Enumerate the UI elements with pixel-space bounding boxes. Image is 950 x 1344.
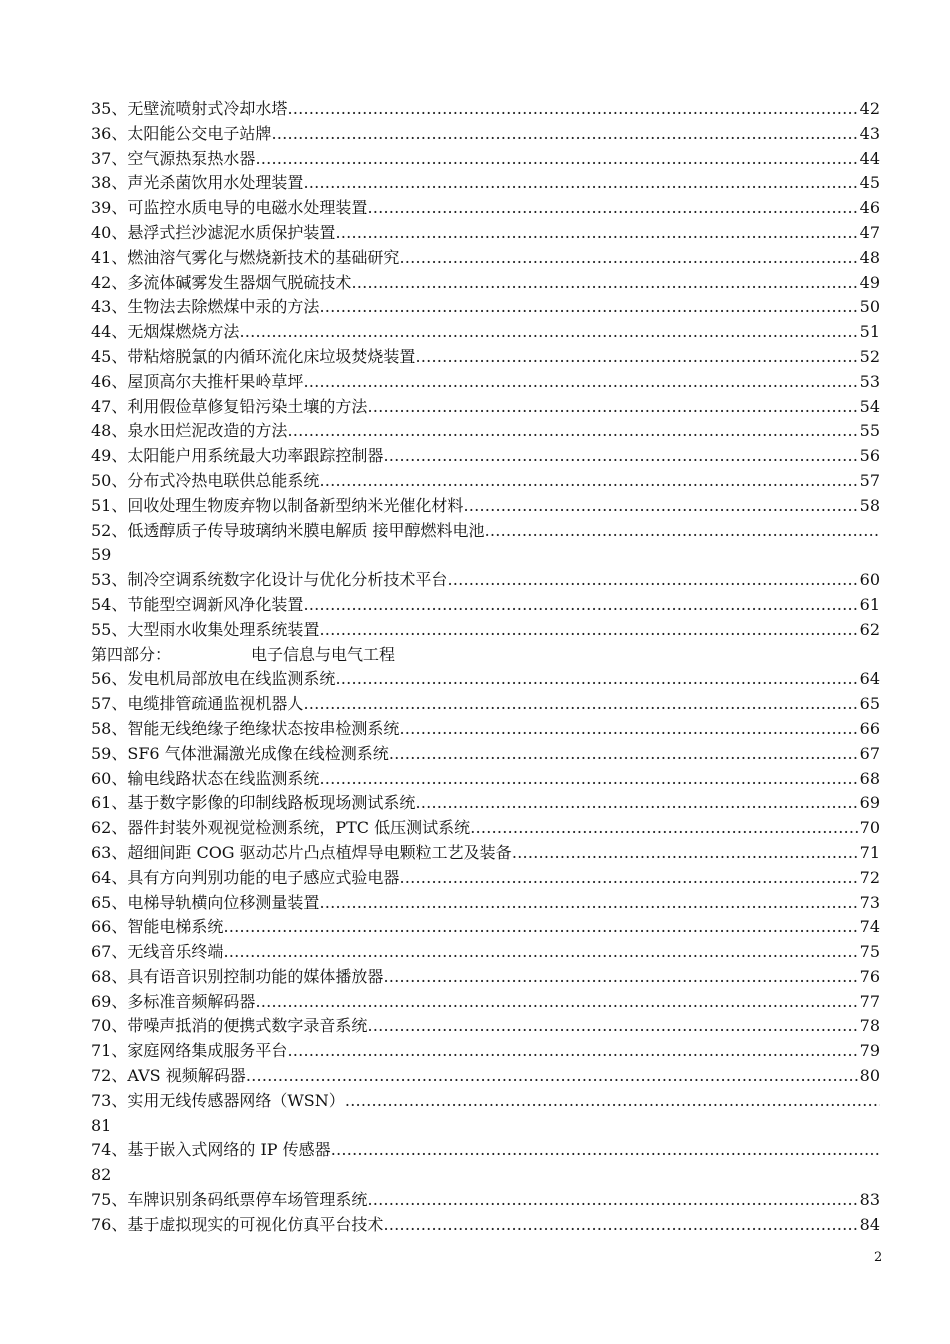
toc-entry[interactable] <box>91 1064 880 1089</box>
dot-leader <box>351 271 858 296</box>
toc-entry-page: 54 <box>859 396 880 416</box>
toc-entry[interactable] <box>91 320 880 345</box>
toc-entry-title: 55、大型雨水收集处理系统装置 <box>91 619 320 639</box>
toc-entry-page: 44 <box>859 148 880 168</box>
dot-leader <box>319 295 858 320</box>
toc-entry-title: 41、燃油溶气雾化与燃烧新技术的基础研究 <box>91 247 400 267</box>
dot-leader <box>223 940 858 965</box>
dot-leader <box>463 494 858 519</box>
dot-leader <box>415 345 858 370</box>
toc-entry-title: 35、无壁流喷射式冷却水塔 <box>91 99 288 118</box>
dot-leader <box>271 122 858 147</box>
toc-entry-title: 70、带噪声抵消的便携式数字录音系统 <box>91 1016 368 1036</box>
toc-entry-title: 42、多流体碱雾发生器烟气脱硫技术 <box>91 272 352 292</box>
toc-entry[interactable] <box>91 1213 880 1238</box>
dot-leader <box>415 791 858 816</box>
toc-entry-page: 43 <box>859 123 880 143</box>
toc-entry-title: 51、回收处理生物废弃物以制备新型纳米光催化材料 <box>91 495 464 515</box>
toc-entry[interactable] <box>91 469 880 494</box>
dot-leader <box>319 618 858 643</box>
toc-entry-page: 77 <box>859 991 880 1011</box>
toc-entry-page: 48 <box>859 247 880 267</box>
toc-entry-page: 65 <box>859 694 880 714</box>
toc-entry-title: 59、SF6 气体泄漏激光成像在线检测系统 <box>91 743 389 763</box>
dot-leader <box>399 246 858 271</box>
toc-entry-page: 78 <box>859 1016 880 1036</box>
toc-entry-page: 45 <box>859 173 880 193</box>
toc-entry-page: 46 <box>859 198 880 218</box>
toc-entry-title: 76、基于虚拟现实的可视化仿真平台技术 <box>91 1214 384 1234</box>
toc-entry-title: 65、电梯导轨横向位移测量装置 <box>91 892 320 912</box>
toc-entry-title: 44、无烟煤燃烧方法 <box>91 322 240 342</box>
dot-leader <box>367 395 858 420</box>
dot-leader <box>367 1014 858 1039</box>
toc-entry-title: 58、智能无线绝缘子绝缘状态按串检测系统 <box>91 718 400 738</box>
toc-entry-page: 80 <box>859 1066 880 1086</box>
toc-entry-title: 68、具有语音识别控制功能的媒体播放器 <box>91 966 384 986</box>
toc-entry[interactable] <box>91 816 880 841</box>
toc-entry-page: 55 <box>859 421 880 441</box>
toc-entry-page-wrapped <box>91 1114 880 1139</box>
toc-entry-page: 82 <box>91 1165 112 1185</box>
toc-entry-page: 81 <box>91 1115 112 1135</box>
toc-entry-title: 73、实用无线传感器网络（WSN） <box>91 1090 345 1110</box>
toc-entry-title: 47、利用假俭草修复铅污染土壤的方法 <box>91 396 368 416</box>
dot-leader <box>319 767 858 792</box>
toc-entry-title: 71、家庭网络集成服务平台 <box>91 1041 288 1061</box>
toc-entry-page: 74 <box>859 917 880 937</box>
toc-entry[interactable] <box>91 419 880 444</box>
toc-entry[interactable] <box>91 196 880 221</box>
toc-entry-page: 60 <box>859 570 880 590</box>
dot-leader <box>367 196 858 221</box>
dot-leader <box>287 97 858 122</box>
toc-entry-page: 59 <box>91 545 112 565</box>
dot-leader <box>399 866 858 891</box>
toc-entry-page-wrapped <box>91 543 880 568</box>
dot-leader <box>319 891 858 916</box>
toc-entry[interactable] <box>91 345 880 370</box>
toc-entry[interactable] <box>91 171 880 196</box>
toc-entry-title: 52、低透醇质子传导玻璃纳米膜电解质 接甲醇燃料电池 <box>91 520 485 540</box>
dot-leader <box>303 692 858 717</box>
dot-leader <box>447 568 858 593</box>
toc-entry-title: 38、声光杀菌饮用水处理装置 <box>91 173 304 193</box>
toc-entry[interactable] <box>91 593 880 618</box>
toc-entry[interactable] <box>91 866 880 891</box>
toc-entry-page: 52 <box>859 346 880 366</box>
toc-entry[interactable] <box>91 965 880 990</box>
dot-leader <box>331 1138 880 1163</box>
section-title: 电子信息与电气工程 <box>251 644 396 664</box>
dot-leader <box>367 1188 858 1213</box>
toc-entry-title: 53、制冷空调系统数字化设计与优化分析技术平台 <box>91 570 448 590</box>
toc-entry[interactable] <box>91 221 880 246</box>
toc-entry[interactable] <box>91 568 880 593</box>
toc-entry-page: 64 <box>859 669 880 689</box>
toc-entry-page: 69 <box>859 793 880 813</box>
toc-entry-title: 64、具有方向判别功能的电子感应式验电器 <box>91 867 400 887</box>
toc-entry[interactable] <box>91 494 880 519</box>
toc-entry-title: 61、基于数字影像的印制线路板现场测试系统 <box>91 793 416 813</box>
toc-entry[interactable] <box>91 692 880 717</box>
toc-entry[interactable] <box>91 940 880 965</box>
toc-entry-page: 50 <box>859 297 880 317</box>
toc-entry-title: 48、泉水田烂泥改造的方法 <box>91 421 288 441</box>
toc-entry[interactable] <box>91 1014 880 1039</box>
toc-entry[interactable] <box>91 717 880 742</box>
dot-leader <box>335 667 858 692</box>
toc-entry-page: 62 <box>859 619 880 639</box>
dot-leader <box>246 1064 859 1089</box>
toc-entry-title: 63、超细间距 COG 驱动芯片凸点植焊导电颗粒工艺及装备 <box>91 842 512 862</box>
dot-leader <box>239 320 858 345</box>
dot-leader <box>399 717 858 742</box>
toc-entry[interactable] <box>91 618 880 643</box>
toc-entry-page: 67 <box>859 743 880 763</box>
dot-leader <box>345 1089 880 1114</box>
dot-leader <box>484 519 880 544</box>
toc-entry-page: 49 <box>859 272 880 292</box>
toc-entry[interactable] <box>91 271 880 296</box>
toc-entry[interactable] <box>91 791 880 816</box>
dot-leader <box>383 1213 858 1238</box>
toc-entry[interactable] <box>91 1188 880 1213</box>
toc-entry-page: 42 <box>859 99 880 118</box>
toc-entry-title: 75、车牌识别条码纸票停车场管理系统 <box>91 1190 368 1210</box>
dot-leader <box>303 370 858 395</box>
toc-entry-page: 57 <box>859 470 880 490</box>
table-of-contents <box>91 97 880 1238</box>
dot-leader <box>303 171 858 196</box>
toc-entry-page: 72 <box>859 867 880 887</box>
toc-entry-page: 79 <box>859 1041 880 1061</box>
toc-entry-title: 74、基于嵌入式网络的 IP 传感器 <box>91 1140 331 1160</box>
toc-entry[interactable] <box>91 1089 880 1114</box>
toc-entry-title: 49、太阳能户用系统最大功率跟踪控制器 <box>91 446 384 466</box>
toc-entry[interactable] <box>91 667 880 692</box>
toc-entry-page: 70 <box>859 818 880 838</box>
toc-entry-page: 75 <box>859 942 880 962</box>
toc-entry-page: 58 <box>859 495 880 515</box>
dot-leader <box>255 990 858 1015</box>
dot-leader <box>470 816 859 841</box>
toc-entry[interactable] <box>91 841 880 866</box>
toc-entry-page: 61 <box>859 594 880 614</box>
toc-entry-title: 50、分布式冷热电联供总能系统 <box>91 470 320 490</box>
toc-entry-page: 53 <box>859 371 880 391</box>
dot-leader <box>255 147 858 172</box>
toc-entry-title: 57、电缆排管疏通监视机器人 <box>91 694 304 714</box>
toc-entry-page: 56 <box>859 446 880 466</box>
toc-entry[interactable] <box>91 147 880 172</box>
toc-entry[interactable] <box>91 97 880 122</box>
toc-entry[interactable] <box>91 990 880 1015</box>
toc-entry-title: 69、多标准音频解码器 <box>91 991 256 1011</box>
toc-entry[interactable] <box>91 1138 880 1163</box>
toc-entry-title: 60、输电线路状态在线监测系统 <box>91 768 320 788</box>
dot-leader <box>335 221 858 246</box>
toc-entry-title: 46、屋顶高尔夫推杆果岭草坪 <box>91 371 304 391</box>
toc-entry-title: 39、可监控水质电导的电磁水处理装置 <box>91 198 368 218</box>
dot-leader <box>319 469 858 494</box>
toc-entry-title: 43、生物法去除燃煤中汞的方法 <box>91 297 320 317</box>
toc-entry-page: 47 <box>859 222 880 242</box>
dot-leader <box>383 965 858 990</box>
toc-entry[interactable] <box>91 767 880 792</box>
toc-entry[interactable] <box>91 742 880 767</box>
toc-entry-page-wrapped <box>91 1163 880 1188</box>
toc-entry-title: 62、器件封装外观视觉检测系统，PTC 低压测试系统 <box>91 818 471 838</box>
section-heading <box>91 643 880 668</box>
toc-entry-page: 73 <box>859 892 880 912</box>
toc-entry-title: 72、AVS 视频解码器 <box>91 1066 246 1086</box>
toc-entry-page: 84 <box>859 1214 880 1234</box>
toc-entry-page: 83 <box>859 1190 880 1210</box>
toc-entry-title: 54、节能型空调新风净化装置 <box>91 594 304 614</box>
toc-entry-title: 45、带粘熔脱氯的内循环流化床垃圾焚烧装置 <box>91 346 416 366</box>
toc-entry-page: 76 <box>859 966 880 986</box>
page-number: 2 <box>874 1250 883 1265</box>
toc-entry-title: 56、发电机局部放电在线监测系统 <box>91 669 336 689</box>
toc-entry[interactable] <box>91 915 880 940</box>
toc-entry-title: 37、空气源热泵热水器 <box>91 148 256 168</box>
toc-entry[interactable] <box>91 891 880 916</box>
toc-entry-page: 71 <box>859 842 880 862</box>
toc-entry-title: 67、无线音乐终端 <box>91 942 224 962</box>
toc-entry[interactable] <box>91 122 880 147</box>
toc-entry-title: 40、悬浮式拦沙滤泥水质保护装置 <box>91 222 336 242</box>
toc-entry[interactable] <box>91 246 880 271</box>
toc-entry-title: 36、太阳能公交电子站牌 <box>91 123 272 143</box>
dot-leader <box>383 444 858 469</box>
dot-leader <box>389 742 859 767</box>
toc-entry-page: 66 <box>859 718 880 738</box>
toc-entry-page: 68 <box>859 768 880 788</box>
toc-entry[interactable] <box>91 1039 880 1064</box>
dot-leader <box>303 593 858 618</box>
dot-leader <box>512 841 859 866</box>
dot-leader <box>223 915 858 940</box>
toc-entry-title: 66、智能电梯系统 <box>91 917 224 937</box>
toc-entry[interactable] <box>91 444 880 469</box>
toc-entry[interactable] <box>91 295 880 320</box>
toc-entry[interactable] <box>91 519 880 544</box>
dot-leader <box>287 1039 858 1064</box>
toc-entry-page: 51 <box>859 322 880 342</box>
section-label: 第四部分： <box>91 644 172 664</box>
toc-entry[interactable] <box>91 395 880 420</box>
dot-leader <box>287 419 858 444</box>
toc-entry[interactable] <box>91 370 880 395</box>
